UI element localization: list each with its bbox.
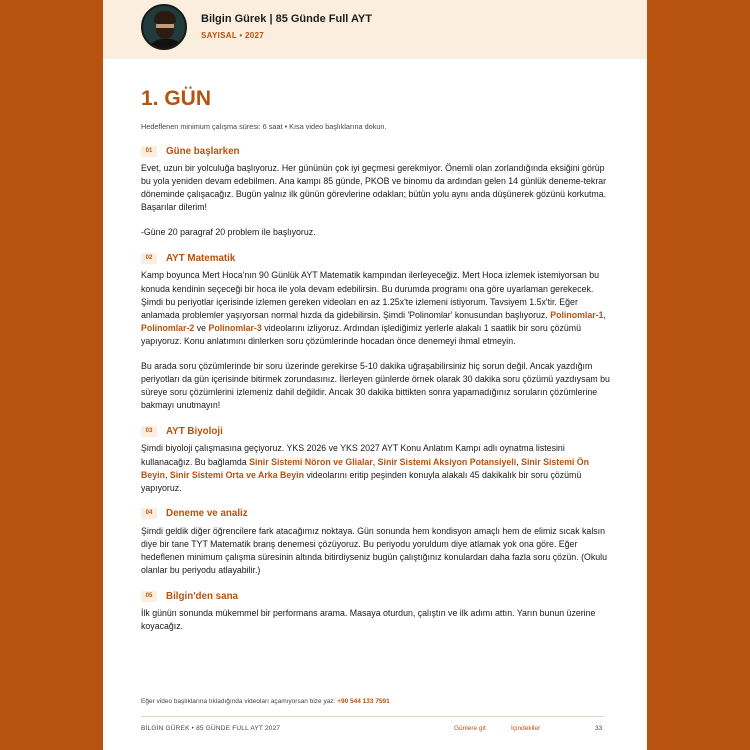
header-subtitle: SAYISAL • 2027 [201,31,265,40]
section-number: 03 [141,426,157,437]
video-link-polinomlar-1[interactable]: Polinomlar-1 [550,309,604,320]
section-number: 04 [141,508,157,519]
video-link-polinomlar-2[interactable]: Polinomlar-2 [141,322,195,333]
paragraph-text: Şimdi biyoloji çalışmasına geçiyoruz. YKS 2026 ve YKS 2027 AYT Konu Anlatım Kampı adlı oynatma listesini kullanacağız. Bu bağlamda [141,443,565,467]
table-of-contents-link[interactable]: İçindekiler [511,725,541,732]
section-paragraph: Evet, uzun bir yolculuğa başlıyoruz. Her gününün çok iyi geçmesi gerekmiyor. Önemli olan zorlandığında eksiğini görüp bu yola yeniden devam edebilmen. Ana kampı 85 günde, PKOB ve binomu da ardından gelen 14 günlük deneme-tekrar döneminde çalışacağız. Bugün yalnız ilk günün görevlerine odaklan; bütün yolu aynı anda düşünerek gözünü korkutma. Başarılar dilerim! [141,163,607,213]
section-paragraph: Şimdi geldik diğer öğrencilere fark atacağımız noktaya. Gün sonunda hem kondisyon amaçlı hem de elimiz sıcak kalsın diye bir tane TYT Matematik branş denemesi çözüyoruz. Bu periyodu yoruldum diye atlamak yok ona göre. Eğer hedeflenen minimum çalışma süresinin altında bitirdiyseniz bugün çalıştığınız konulardan daha fazla soru çözün. (Okulu olanlar bu periyodu atlayabilir.) [141,525,607,576]
footer-divider [141,716,605,717]
section-ayt-matematik [141,251,613,412]
section-title: Bilgin'den sana [166,590,239,602]
day-subtitle: Hedeflenen minimum çalışma süresi: 6 saat • Kısa video başlıklarına dokun. [141,122,387,131]
section-bilginden-sana [141,589,613,633]
go-to-days-link[interactable]: Günlere git [454,725,486,732]
paragraph-text: Kamp boyunca Mert Hoca'nın 90 Günlük AYT Matematik kampından ilerleyeceğiz. Mert Hoca izlemek istemiyorsan bu konuda kendinin seçeceği bir hoca ile yola devam edebilirsin. Bu durumda programı ona göre uyarlaman gerekecek. Şimdi bu periyotlar içerisinde izlemen gereken videoları en az 1.25x'te izlemeni istiyorum. Tavsiyem 1.5x'tir. Eğer anlamada problemler yaşıyorsan normal hızda da gidebilirsin. Şimdi 'Polinomlar' konusundan başlıyoruz. [141,270,600,320]
header-title: Bilgin Gürek | 85 Günde Full AYT [201,13,372,25]
contact-text: Eğer video başlıklarına tıkladığında videoları açamıyorsan bize yaz: [141,698,338,705]
section-paragraph: Bu arada soru çözümlerinde bir soru üzerinde gerekirse 5-10 dakika uğraşabilirsiniz hiç sorun değil. Ancak yazdığım periyotları da gün içerisinde bitirmek zorundasınız. İlerleyen günlerde örnek olarak 30 dakika soru çözümü yazdıysam bu süreye soru çözümlerini izlemeniz dahil değildir. Ancak 30 dakika bittikten sonra yapamadığınız soruların çözümlerine bakmayı unutmayın! [141,361,610,411]
day-title: 1. GÜN [141,87,212,110]
paragraph-text: ve [194,322,209,333]
section-title: AYT Matematik [166,252,236,264]
document-page [103,0,647,750]
video-link-noron-glialar[interactable]: Sinir Sistemi Nöron ve Glialar [249,456,373,467]
section-deneme-analiz [141,507,613,577]
video-link-polinomlar-3[interactable]: Polinomlar-3 [208,322,262,333]
paragraph-text: , [372,456,378,467]
page-header [103,0,647,59]
paragraph-text: , [516,456,522,467]
section-gune-baslarken [141,144,613,239]
page-number: 33 [595,725,603,732]
section-title: Güne başlarken [166,145,240,157]
footer-doc-title: BİLGİN GÜREK • 85 GÜNDE FULL AYT 2027 [141,725,281,732]
day-content [141,84,613,633]
section-title: AYT Biyoloji [166,425,223,437]
video-link-aksiyon-potansiyeli[interactable]: Sinir Sistemi Aksiyon Potansiyeli [377,456,517,467]
paragraph-text: , [164,469,170,480]
section-paragraph [141,269,613,348]
paragraph-text: , [603,309,606,320]
section-paragraph: -Güne 20 paragraf 20 problem ile başlıyoruz. [141,227,316,238]
section-number: 02 [141,253,157,264]
video-link-on-beyin[interactable]: Sinir Sistemi Ön Beyin [141,456,590,480]
section-ayt-biyoloji [141,424,613,494]
paragraph-text: videolarını eritip peşinden konuyla alakalı 45 dakikalık bir soru çözümü yapıyoruz. [141,469,582,493]
section-title: Deneme ve analiz [166,508,248,520]
section-number: 01 [141,146,157,157]
section-paragraph [141,442,613,494]
paragraph-text: videolarını izliyoruz. Ardından işlediğimiz yerlerle alakalı 1 saatlik bir soru çözümü yapıyoruz. Konu anlatımını dinlerken soru çözümlerinde hocadan önce denemeyi ihmal etmeyin. [141,322,582,346]
avatar [141,4,187,50]
video-link-orta-arka-beyin[interactable]: Sinir Sistemi Orta ve Arka Beyin [169,469,304,480]
contact-note [141,698,390,705]
contact-phone-link[interactable]: +90 544 133 7591 [337,698,390,705]
section-paragraph: İlk günün sonunda mükemmel bir performans arama. Masaya oturdun, çalıştın ve ilk adımı attın. Yarın bunun üzerine koyacağız. [141,608,596,632]
section-number: 05 [141,591,157,602]
